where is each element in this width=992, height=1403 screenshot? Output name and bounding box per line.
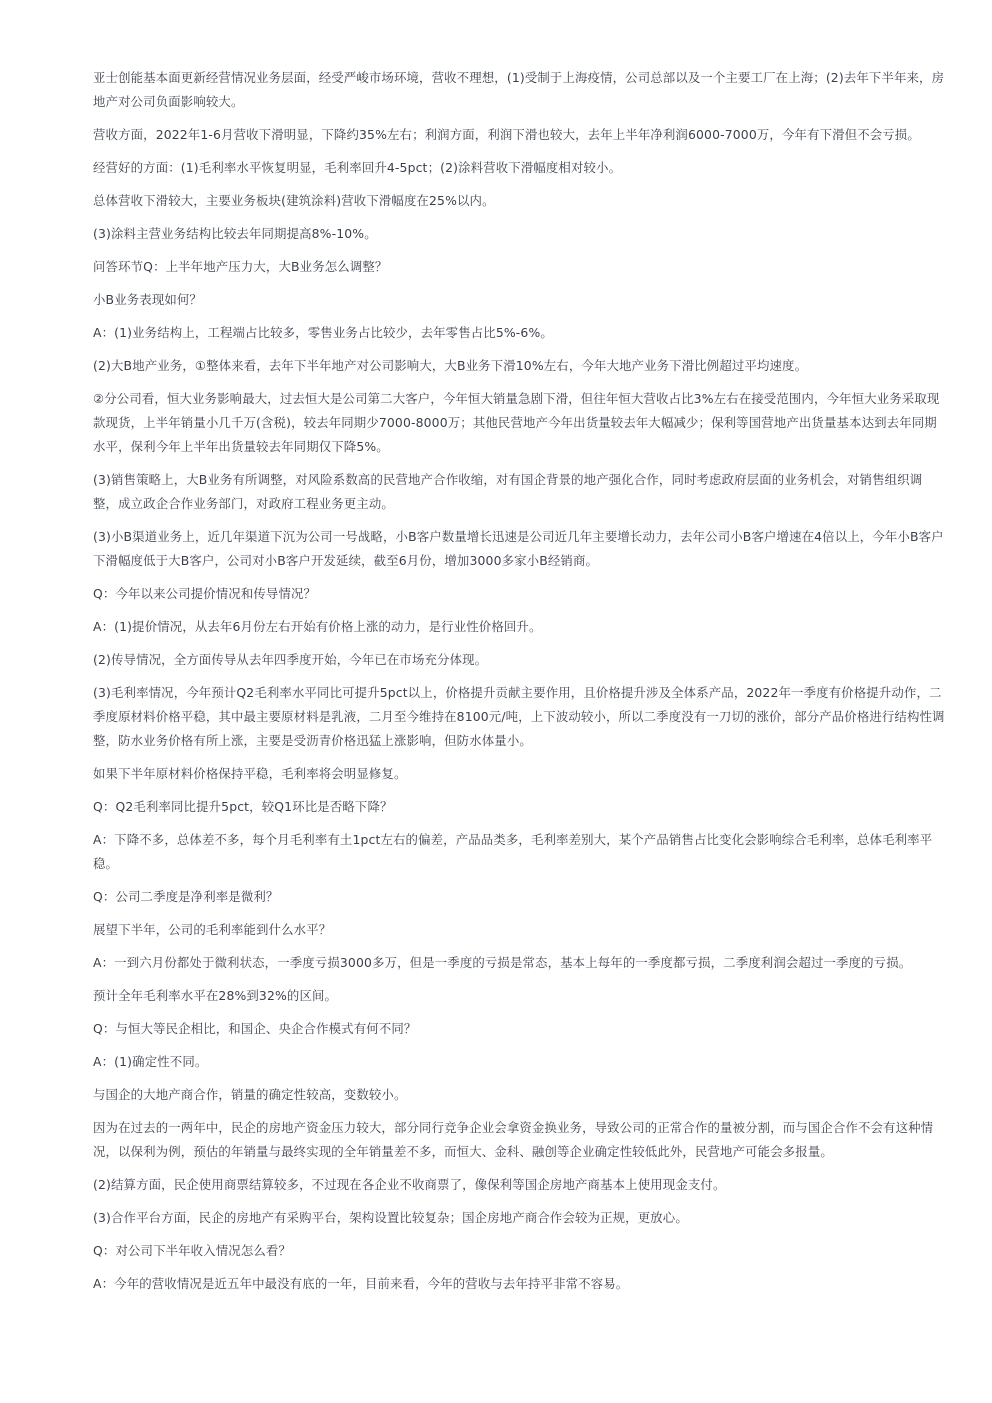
paragraph: Q：Q2毛利率同比提升5pct，较Q1环比是否略下降？ [93,799,393,814]
paragraph: (3)小B渠道业务上，近几年渠道下沉为公司一号战略，小B客户数量增长迅速是公司近几年主要增长动力，去年公司小B客户增速在4倍以上，今年小B客户下滑幅度低于大B客户，公司对小B客户开发延续，截至6月份，增加3000多家小B经销商。 [93,529,944,568]
paragraph: 亚士创能基本面更新经营情况业务层面，经受严峻市场环境，营收不理想，(1)受制于上海疫情，公司总部以及一个主要工厂在上海；(2)去年下半年来，房地产对公司负面影响较大。 [93,70,945,109]
paragraph: (2)传导情况，全方面传导从去年四季度开始，今年已在市场充分体现。 [93,652,488,667]
paragraph: 展望下半年，公司的毛利率能到什么水平？ [93,922,332,937]
paragraph: A：下降不多，总体差不多，每个月毛利率有土1pct左右的偏差，产品品类多，毛利率差别大，某个产品销售占比变化会影响综合毛利率，总体毛利率平稳。 [93,832,933,871]
paragraph: 经营好的方面：(1)毛利率水平恢复明显，毛利率回升4-5pct；(2)涂料营收下滑幅度相对较小。 [93,160,622,175]
paragraph: 预计全年毛利率水平在28%到32%的区间。 [93,988,338,1003]
paragraph: Q：公司二季度是净利率是微利？ [93,889,279,904]
paragraph: A：今年的营收情况是近五年中最没有底的一年，目前来看，今年的营收与去年持平非常不容易。 [93,1276,629,1291]
paragraph: ②分公司看，恒大业务影响最大，过去恒大是公司第二大客户，今年恒大销量急剧下滑，但往年恒大营收占比3%左右在接受范围内，今年恒大业务采取现款现货，上半年销量小几千万(含税)，较去年同期少7000-8000万；其他民营地产今年出货量较去年大幅减少；保利等国营地产出货量基本达到去年同期水平，保利今年上半年出货量较去年同期仅下降5%。 [93,391,940,454]
paragraph: 与国企的大地产商合作，销量的确定性较高，变数较小。 [93,1087,407,1102]
paragraph: (3)销售策略上，大B业务有所调整，对风险系数高的民营地产合作收缩，对有国企背景的地产强化合作，同时考虑政府层面的业务机会，对销售组织调整，成立政企合作业务部门，对政府工程业务更主动。 [93,472,923,511]
paragraph: 小B业务表现如何？ [93,292,202,307]
paragraph: (3)涂料主营业务结构比较去年同期提高8%-10%。 [93,226,377,241]
paragraph: A：(1)确定性不同。 [93,1054,208,1069]
paragraph: 如果下半年原材料价格保持平稳，毛利率将会明显修复。 [93,766,407,781]
paragraph: A：一到六月份都处于微利状态，一季度亏损3000多万，但是一季度的亏损是常态，基本上每年的一季度都亏损，二季度利润会超过一季度的亏损。 [93,955,912,970]
paragraph: (2)结算方面，民企使用商票结算较多，不过现在各企业不收商票了，像保利等国企房地产商基本上使用现金支付。 [93,1177,726,1192]
paragraph: (3)合作平台方面，民企的房地产有采购平台，架构设置比较复杂；国企房地产商合作会较为正规，更放心。 [93,1210,688,1225]
paragraph: Q：对公司下半年收入情况怎么看？ [93,1243,292,1258]
document-body [93,66,945,1305]
paragraph: (2)大B地产业务，①整体来看，去年下半年地产对公司影响大，大B业务下滑10%左右，今年大地产业务下滑比例超过平均速度。 [93,358,808,373]
paragraph: 总体营收下滑较大，主要业务板块(建筑涂料)营收下滑幅度在25%以内。 [93,193,495,208]
paragraph: A：(1)提价情况，从去年6月份左右开始有价格上涨的动力，是行业性价格回升。 [93,619,542,634]
paragraph: 因为在过去的一两年中，民企的房地产资金压力较大，部分同行竞争企业会拿资金换业务，导致公司的正常合作的量被分割，而与国企合作不会有这种情况，以保利为例，预估的年销量与最终实现的全年销量差不多，而恒大、金科、融创等企业确定性较低此外，民营地产可能会多报量。 [93,1120,934,1159]
paragraph: 营收方面，2022年1-6月营收下滑明显，下降约35%左右；利润方面，利润下滑也较大，去年上半年净利润6000-7000万，今年有下滑但不会亏损。 [93,127,920,142]
paragraph: (3)毛利率情况，今年预计Q2毛利率水平同比可提升5pct以上，价格提升贡献主要作用，且价格提升涉及全体系产品，2022年一季度有价格提升动作，二季度原材料价格平稳，其中最主要原材料是乳液，二月至今维持在8100元/吨，上下波动较小，所以二季度没有一刀切的涨价，部分产品价格进行结构性调整，防水业务价格有所上涨，主要是受沥青价格迅猛上涨影响，但防水体量小。 [93,685,945,748]
paragraph: 问答环节Q：上半年地产压力大，大B业务怎么调整？ [93,259,388,274]
paragraph: Q：今年以来公司提价情况和传导情况？ [93,586,317,601]
paragraph: Q：与恒大等民企相比，和国企、央企合作模式有何不同？ [93,1021,417,1036]
paragraph: A：(1)业务结构上，工程端占比较多，零售业务占比较少，去年零售占比5%-6%。 [93,325,553,340]
